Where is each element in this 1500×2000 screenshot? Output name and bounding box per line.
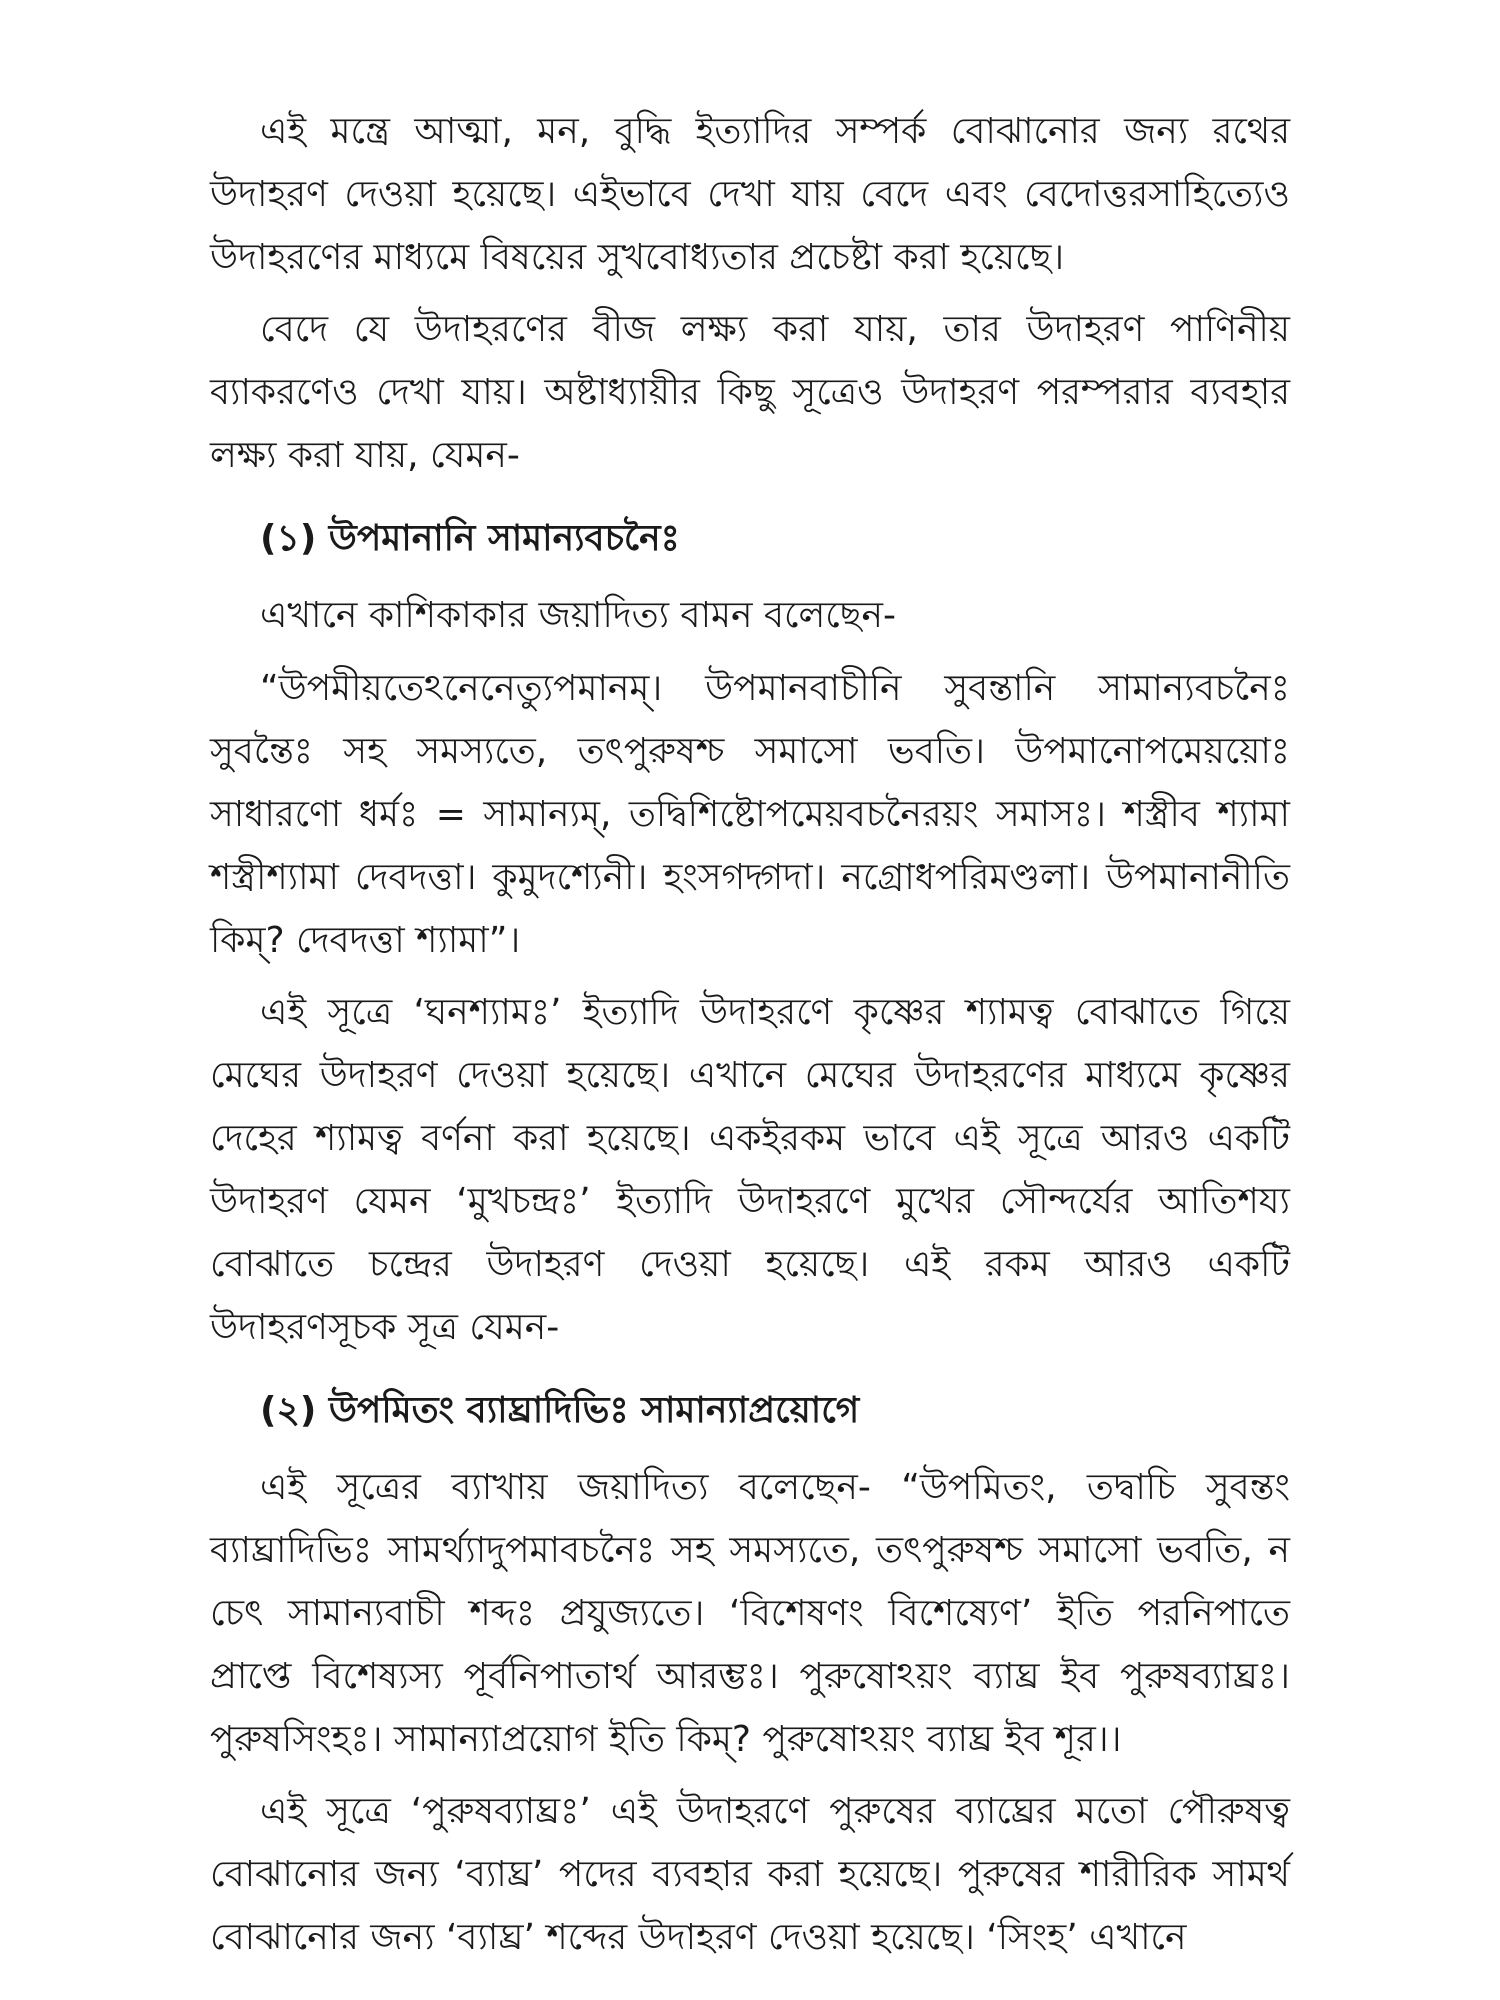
paragraph-kashika-quote: “উপমীয়তেঽনেনেত্যুপমানম্। উপমানবাচীনি সুবন্তানি সামান্যবচনৈঃ সুবন্তৈঃ সহ সমস্যতে, তৎপুরুষশ্চ সমাসো ভবতি। উপমানোপমেয়য়োঃ সাধারণো ধর্মঃ = সামান্যম্, তদ্বিশিষ্টোপমেয়বচনৈরয়ং সমাসঃ। শস্ত্রীব শ্যামা শস্ত্রীশ্যামা দেবদত্তা। কুমুদশ্যেনী। হংসগদ্গদা। নগ্রোধপরিমণ্ডলা। উপমানানীতি কিম্? দেবদত্তা শ্যামা”। <box>210 668 1290 961</box>
sutra-heading-2: (২) উপমিতং ব্যাঘ্রাদিভিঃ সামান্যাপ্রয়োগে <box>260 1390 860 1431</box>
paragraph-jayaditya-quote: এই সূত্রের ব্যাখায় জয়াদিত্য বলেছেন- “উপমিতং, তদ্বাচি সুবন্তং ব্যাঘ্রাদিভিঃ সামর্থ্যাদুপমাবচনৈঃ সহ সমস্যতে, তৎপুরুষশ্চ সমাসো ভবতি, ন চেৎ সামান্যবাচী শব্দঃ প্রযুজ্যতে। ‘বিশেষণং বিশেষ্যেণ’ ইতি পরনিপাতে প্রাপ্তে বিশেষ্যস্য পূর্বনিপাতার্থ আরম্ভঃ। পুরুষোঽয়ং ব্যাঘ্র ইব পুরুষব্যাঘ্রঃ। পুরুষসিংহঃ। সামান্যাপ্রয়োগ ইতি কিম্? পুরুষোঽয়ং ব্যাঘ্র ইব শূর।। <box>210 1467 1290 1760</box>
paragraph-ghanashyama-explanation: এই সূত্রে ‘ঘনশ্যামঃ’ ইত্যাদি উদাহরণে কৃষ্ণের শ্যামত্ব বোঝাতে গিয়ে মেঘের উদাহরণ দেওয়া হয়েছে। এখানে মেঘের উদাহরণের মাধ্যমে কৃষ্ণের দেহের শ্যামত্ব বর্ণনা করা হয়েছে। একইরকম ভাবে এই সূত্রে আরও একটি উদাহরণ যেমন ‘মুখচন্দ্রঃ’ ইত্যাদি উদাহরণে মুখের সৌন্দর্যের আতিশয্য বোঝাতে চন্দ্রের উদাহরণ দেওয়া হয়েছে। এই রকম আরও একটি উদাহরণসূচক সূত্র যেমন- <box>210 992 1290 1348</box>
paragraph-chariot-example: এই মন্ত্রে আত্মা, মন, বুদ্ধি ইত্যাদির সম্পর্ক বোঝানোর জন্য রথের উদাহরণ দেওয়া হয়েছে। এইভাবে দেখা যায় বেদে এবং বেদোত্তরসাহিত্যেও উদাহরণের মাধ্যমে বিষয়ের সুখবোধ্যতার প্রচেষ্টা করা হয়েছে। <box>210 111 1290 278</box>
paragraph-kashika-intro: এখানে কাশিকাকার জয়াদিত্য বামন বলেছেন- <box>260 595 897 636</box>
document-page <box>210 100 1290 1978</box>
paragraph-purushavyaghra-explanation: এই সূত্রে ‘পুরুষব্যাঘ্রঃ’ এই উদাহরণে পুরুষের ব্যাঘ্রের মতো পৌরুষত্ব বোঝানোর জন্য ‘ব্যাঘ্র’ পদের ব্যবহার করা হয়েছে। পুরুষের শারীরিক সামর্থ বোঝানোর জন্য ‘ব্যাঘ্র’ শব্দের উদাহরণ দেওয়া হয়েছে। ‘সিংহ’ এখানে <box>210 1791 1290 1958</box>
sutra-heading-1: (১) উপমানানি সামান্যবচনৈঃ <box>260 518 680 559</box>
paragraph-panini-intro: বেদে যে উদাহরণের বীজ লক্ষ্য করা যায়, তার উদাহরণ পাণিনীয় ব্যাকরণেও দেখা যায়। অষ্টাধ্যায়ীর কিছু সূত্রেও উদাহরণ পরম্পরার ব্যবহার লক্ষ্য করা যায়, যেমন- <box>210 309 1290 476</box>
